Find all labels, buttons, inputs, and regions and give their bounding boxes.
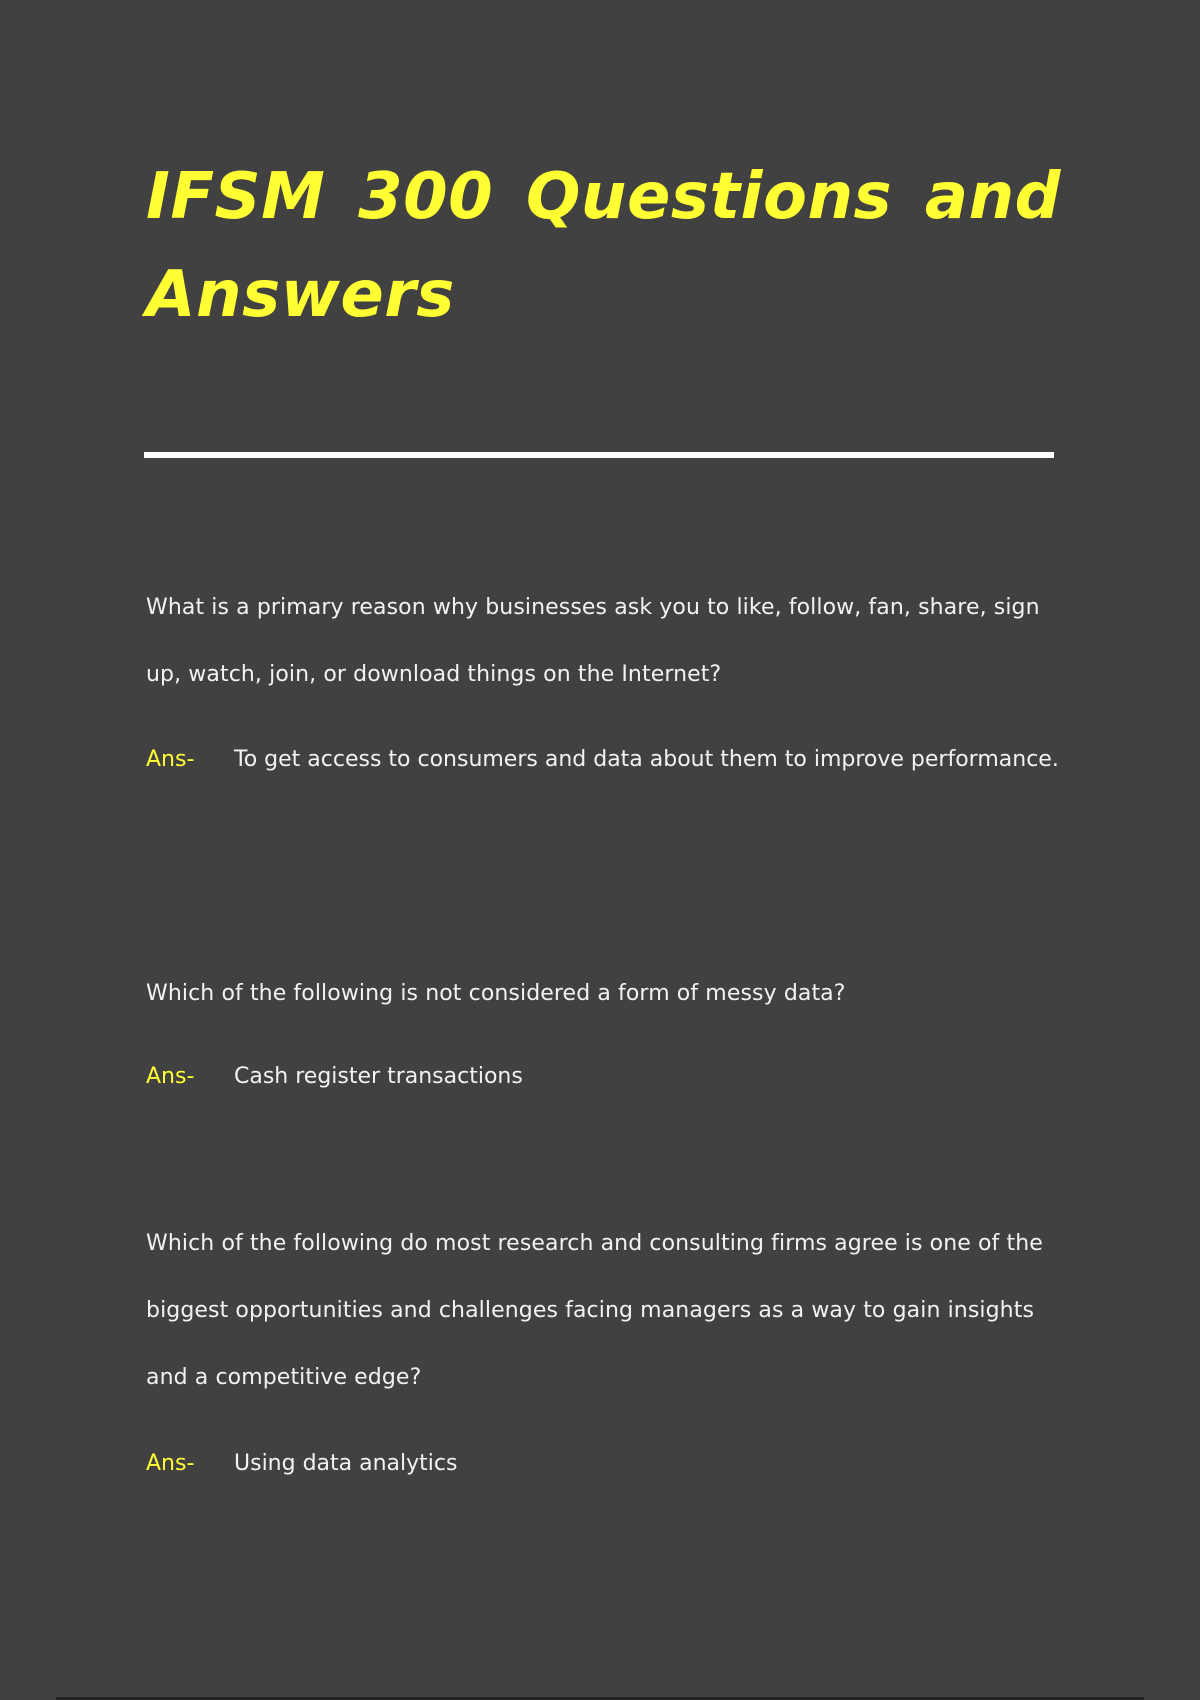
answer-1 xyxy=(146,726,1066,793)
answer-text-2: Cash register transactions xyxy=(234,1064,523,1089)
answer-2 xyxy=(146,1043,1066,1110)
answer-text-1: To get access to consumers and data about them to improve performance. xyxy=(234,747,1059,772)
answer-label-2: Ans- xyxy=(146,1064,195,1089)
answer-3 xyxy=(146,1430,1066,1497)
question-3: Which of the following do most research and consulting firms agree is one of the biggest opportunities and challenges facing managers as a way to gain insights and a competitive edge? xyxy=(146,1231,1043,1390)
question-1: What is a primary reason why businesses ask you to like, follow, fan, share, sign up, watch, join, or download things on the Internet? xyxy=(146,595,1040,687)
document-title: IFSM 300 Questions and Answers xyxy=(146,160,1061,332)
title-divider xyxy=(144,452,1054,458)
answer-label-3: Ans- xyxy=(146,1451,195,1476)
question-2: Which of the following is not considered a form of messy data? xyxy=(146,981,846,1006)
answer-label-1: Ans- xyxy=(146,747,195,772)
answer-text-3: Using data analytics xyxy=(234,1451,458,1476)
